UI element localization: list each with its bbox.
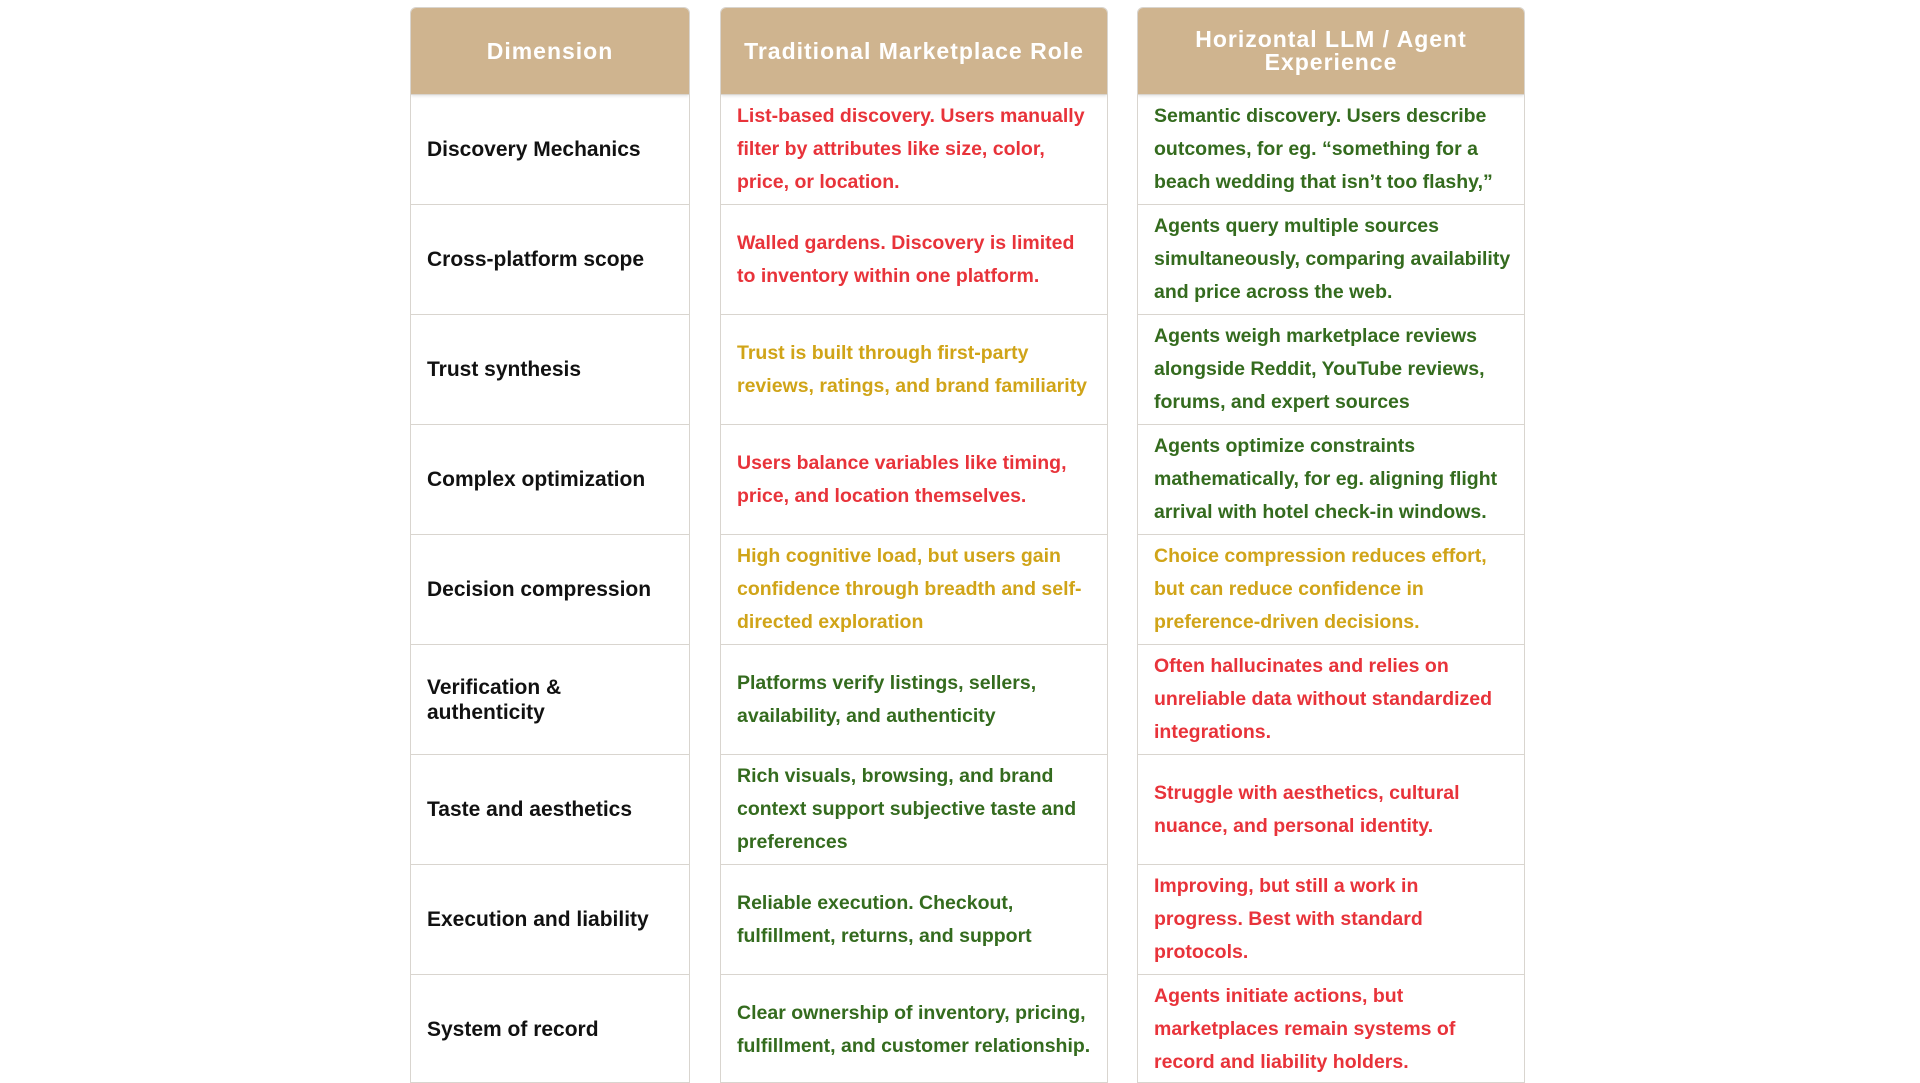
dimension-cell: Trust synthesis [411,314,689,424]
llm-cell: Agents weigh marketplace reviews alongside Reddit, YouTube reviews, forums, and expert sources [1138,314,1524,424]
llm-cell: Semantic discovery. Users describe outcomes, for eg. “something for a beach wedding that isn’t too flashy,” [1138,94,1524,204]
traditional-cell: Trust is built through first-party reviews, ratings, and brand familiarity [721,314,1107,424]
dimension-cell: Taste and aesthetics [411,754,689,864]
llm-cell: Struggle with aesthetics, cultural nuance, and personal identity. [1138,754,1524,864]
dimension-cell: Complex optimization [411,424,689,534]
llm-cell: Agents query multiple sources simultaneously, comparing availability and price across the web. [1138,204,1524,314]
dimension-cell: Decision compression [411,534,689,644]
traditional-cell: Rich visuals, browsing, and brand context support subjective taste and preferences [721,754,1107,864]
llm-cell: Choice compression reduces effort, but can reduce confidence in preference-driven decisions. [1138,534,1524,644]
traditional-cell: Users balance variables like timing, price, and location themselves. [721,424,1107,534]
llm-cell: Improving, but still a work in progress. Best with standard protocols. [1138,864,1524,974]
llm-cell: Agents optimize constraints mathematically, for eg. aligning flight arrival with hotel check-in windows. [1138,424,1524,534]
dimension-cell: Execution and liability [411,864,689,974]
dimension-header: Dimension [411,8,689,94]
dimension-cell: Cross-platform scope [411,204,689,314]
dimension-cell: Verification & authenticity [411,644,689,754]
traditional-marketplace-column [720,7,1108,1083]
traditional-cell: Clear ownership of inventory, pricing, fulfillment, and customer relationship. [721,974,1107,1083]
traditional-cell: Walled gardens. Discovery is limited to inventory within one platform. [721,204,1107,314]
dimension-column [410,7,690,1083]
traditional-cell: High cognitive load, but users gain confidence through breadth and self-directed exploration [721,534,1107,644]
traditional-marketplace-header: Traditional Marketplace Role [721,8,1107,94]
dimension-cell: Discovery Mechanics [411,94,689,204]
traditional-cell: List-based discovery. Users manually filter by attributes like size, color, price, or location. [721,94,1107,204]
llm-agent-header: Horizontal LLM / Agent Experience [1138,8,1524,94]
llm-cell: Often hallucinates and relies on unreliable data without standardized integrations. [1138,644,1524,754]
llm-cell: Agents initiate actions, but marketplaces remain systems of record and liability holders. [1138,974,1524,1083]
dimension-cell: System of record [411,974,689,1083]
traditional-cell: Reliable execution. Checkout, fulfillment, returns, and support [721,864,1107,974]
llm-agent-column [1137,7,1525,1083]
traditional-cell: Platforms verify listings, sellers, availability, and authenticity [721,644,1107,754]
